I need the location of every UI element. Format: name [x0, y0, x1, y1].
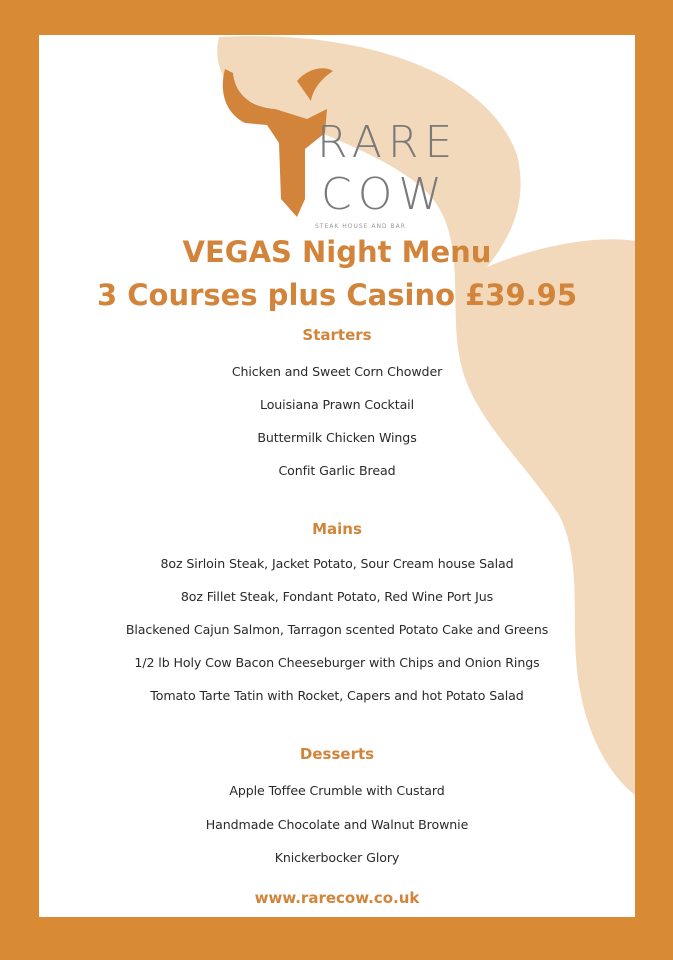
- menu-item: Tomato Tarte Tatin with Rocket, Capers and hot Potato Salad: [150, 688, 524, 703]
- logo: [215, 49, 459, 230]
- menu-item: Confit Garlic Bread: [278, 463, 396, 478]
- menu-item: Louisiana Prawn Cocktail: [260, 397, 414, 412]
- menu-item: Buttermilk Chicken Wings: [257, 430, 417, 445]
- logo-tagline: STEAK HOUSE AND BAR: [315, 223, 406, 230]
- section-heading-starters: Starters: [302, 326, 372, 344]
- menu-item: Chicken and Sweet Corn Chowder: [231, 364, 443, 379]
- menu-title: VEGAS Night Menu: [182, 235, 492, 269]
- menu-item: Blackened Cajun Salmon, Tarragon scented Potato Cake and Greens: [125, 622, 549, 637]
- menu-item: 1/2 lb Holy Cow Bacon Cheeseburger with Chips and Onion Rings: [134, 655, 540, 670]
- logo-word-cow: COW: [321, 169, 448, 220]
- menu-item: Handmade Chocolate and Walnut Brownie: [205, 817, 469, 832]
- logo-word-rare: RARE: [317, 117, 459, 168]
- section-heading-desserts: Desserts: [299, 745, 375, 763]
- menu-item: 8oz Sirloin Steak, Jacket Potato, Sour Cream house Salad: [160, 556, 514, 571]
- menu-item: Apple Toffee Crumble with Custard: [229, 783, 445, 798]
- website-link[interactable]: www.rarecow.co.uk: [254, 889, 420, 907]
- menu-subtitle: 3 Courses plus Casino £39.95: [96, 278, 578, 312]
- menu-item: 8oz Fillet Steak, Fondant Potato, Red Wine Port Jus: [180, 589, 494, 604]
- menu-page: [39, 35, 635, 917]
- section-heading-mains: Mains: [312, 520, 362, 538]
- menu-item: Knickerbocker Glory: [274, 850, 400, 865]
